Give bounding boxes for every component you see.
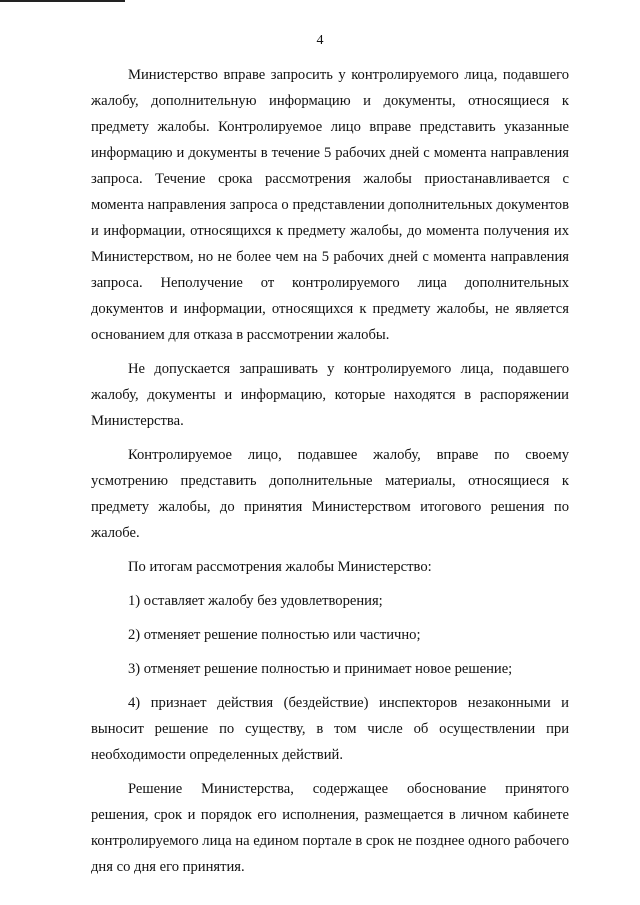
paragraph-request-documents: Министерство вправе запросить у контролируемого лица, подавшего жалобу, дополнительную информацию и документы, относящиеся к предмету жалобы. Контролируемое лицо вправе представить указанные информацию и документы в течение 5 рабочих дней с момента направления запроса. Течение срока рассмотрения жалобы приостанавливается с момента направления запроса о представлении дополнительных документов и информации, относящихся к предмету жалобы, до момента получения их Министерством, но не более чем на 5 рабочих дней с момента направления запроса. Неполучение от контролируемого лица дополнительных документов и информации, относящихся к предмету жалобы, не является основанием для отказа в рассмотрении жалобы. [91,67,569,343]
paragraph-no-request-allowed: Не допускается запрашивать у контролируемого лица, подавшего жалобу, документы и информацию, которые находятся в распоряжении Министерства. [91,361,569,429]
list-item-outcome-1: 1) оставляет жалобу без удовлетворения; [128,593,383,609]
paragraph-decision-publication: Решение Министерства, содержащее обоснование принятого решения, срок и порядок его исполнения, размещается в личном кабинете контролируемого лица на едином портале в срок не позднее одного рабочего дня со дня его принятия. [91,781,569,875]
document-body [91,62,569,880]
list-item-outcome-3: 3) отменяет решение полностью и принимает новое решение; [128,661,513,677]
top-rule [0,0,125,2]
page-number: 4 [316,33,324,48]
list-item-outcome-2: 2) отменяет решение полностью или частично; [128,627,421,643]
paragraph-outcomes-intro: По итогам рассмотрения жалобы Министерство: [128,559,432,575]
paragraph-additional-materials: Контролируемое лицо, подавшее жалобу, вправе по своему усмотрению представить дополнительные материалы, относящиеся к предмету жалобы, до принятия Министерством итогового решения по жалобе. [91,447,569,541]
list-item-outcome-4: 4) признает действия (бездействие) инспекторов незаконными и выносит решение по существу, в том числе об осуществлении при необходимости определенных действий. [91,695,569,763]
